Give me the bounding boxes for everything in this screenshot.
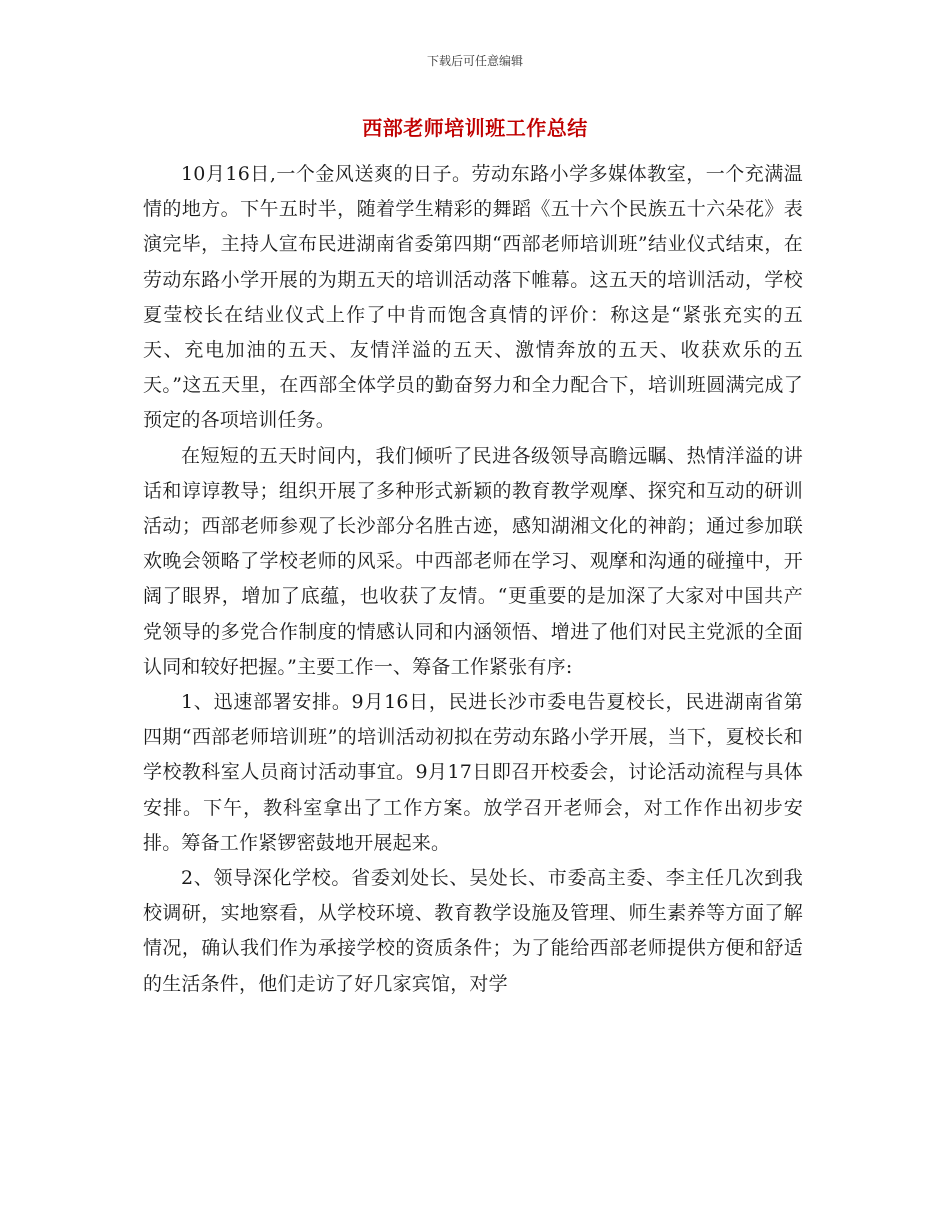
paragraph-1: 10月16日,一个金风送爽的日子。劳动东路小学多媒体教室，一个充满温情的地方。下午五时半，随着学生精彩的舞蹈《五十六个民族五十六朵花》表演完毕，主持人宣布民进湖南省委第四期“西部老师培训班”结业仪式结束，在劳动东路小学开展的为期五天的培训活动落下帷幕。这五天的培训活动，学校夏莹校长在结业仪式上作了中肯而饱含真情的评价：称这是“紧张充实的五天、充电加油的五天、友情洋溢的五天、激情奔放的五天、收获欢乐的五天。”这五天里，在西部全体学员的勤奋努力和全力配合下，培训班圆满完成了预定的各项培训任务。: [143, 163, 803, 432]
paragraph-4: 2、领导深化学校。省委刘处长、吴处长、市委高主委、李主任几次到我校调研，实地察看，从学校环境、教育教学设施及管理、师生素养等方面了解情况，确认我们作为承接学校的资质条件；为了能给西部老师提供方便和舒适的生活条件，他们走访了好几家宾馆，对学: [143, 867, 803, 995]
paragraph-3: 1、迅速部署安排。9月16日，民进长沙市委电告夏校长，民进湖南省第四期“西部老师培训班”的培训活动初拟在劳动东路小学开展，当下，夏校长和学校教科室人员商讨活动事宜。9月17日即召开校委会，讨论活动流程与具体安排。下午，教科室拿出了工作方案。放学召开老师会，对工作作出初步安排。筹备工作紧锣密鼓地开展起来。: [143, 691, 803, 854]
paragraph-2: 在短短的五天时间内，我们倾听了民进各级领导高瞻远瞩、热情洋溢的讲话和谆谆教导；组织开展了多种形式新颖的教育教学观摩、探究和互动的研训活动；西部老师参观了长沙部分名胜古迹，感知湖湘文化的神韵；通过参加联欢晚会领略了学校老师的风采。中西部老师在学习、观摩和沟通的碰撞中，开阔了眼界，增加了底蕴，也收获了友情。“更重要的是加深了大家对中国共产党领导的多党合作制度的情感认同和内涵领悟、增进了他们对民主党派的全面认同和较好把握。”主要工作一、筹备工作紧张有序:: [143, 444, 803, 678]
document-body: [143, 157, 803, 1002]
download-note: 下载后可任意编辑: [426, 54, 523, 68]
document-title: 西部老师培训班工作总结: [362, 116, 588, 140]
